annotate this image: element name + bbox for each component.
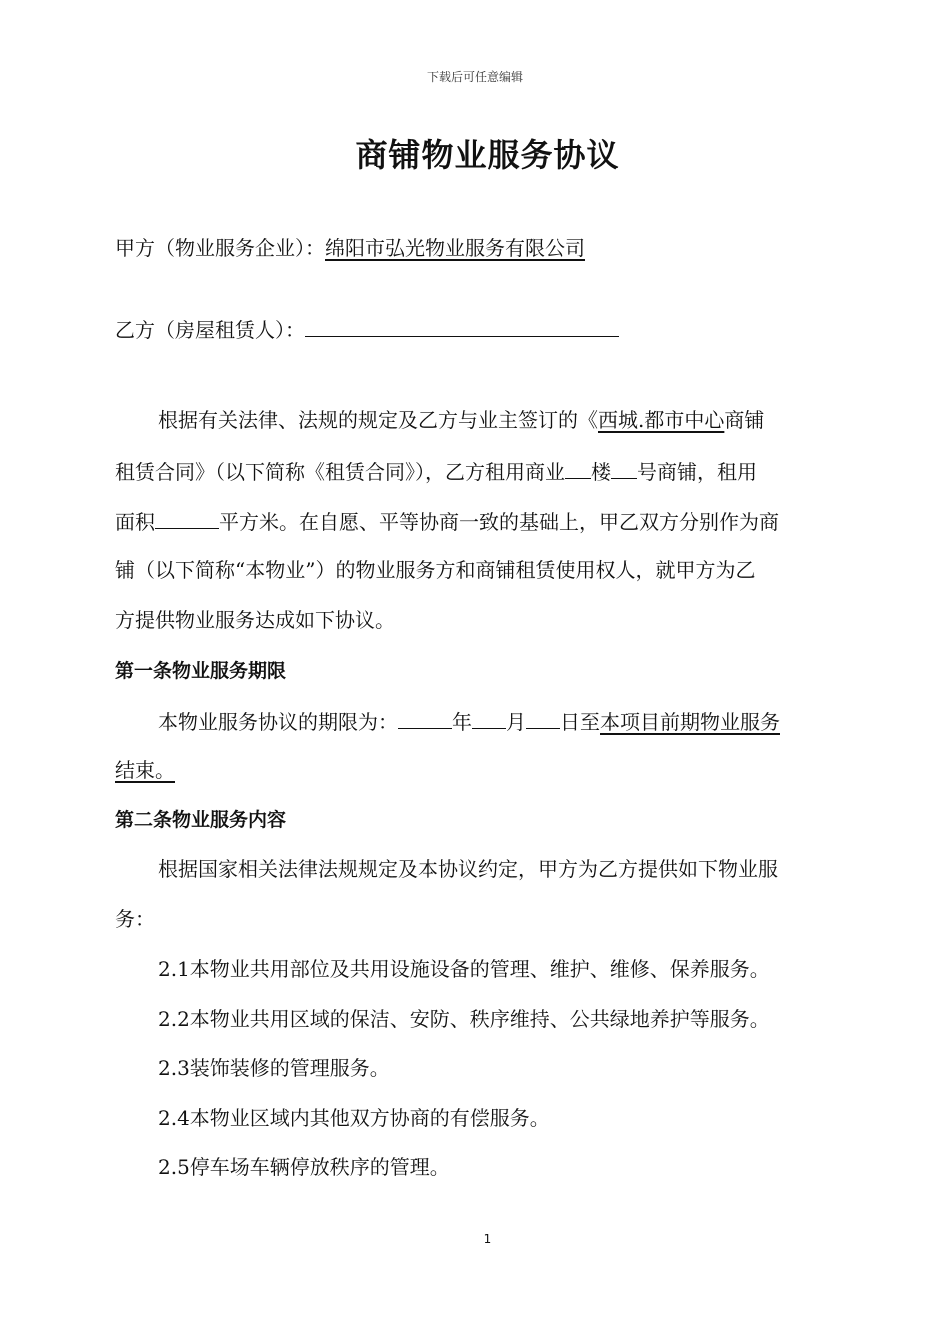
intro-text: 商铺 (724, 408, 765, 432)
article-1-line-1 (158, 706, 780, 736)
day-label: 日至 (560, 710, 600, 734)
article-1-heading: 第一条物业服务期限 (115, 660, 287, 682)
term-end-text: 结束。 (115, 758, 175, 782)
year-label: 年 (452, 710, 472, 734)
service-item: 2.2本物业共用区域的保洁、安防、秩序维持、公共绿地养护等服务。 (158, 1007, 770, 1031)
day-blank (526, 706, 560, 729)
intro-line-3 (115, 506, 779, 536)
term-end-text: 本项目前期物业服务 (600, 710, 780, 734)
intro-text: 根据有关法律、法规的规定及乙方与业主签订的《 (158, 408, 598, 432)
intro-line-1 (158, 406, 764, 434)
header-note: 下载后可任意编辑 (426, 70, 523, 84)
party-b-label: 乙方（房屋租赁人）： (115, 318, 305, 342)
service-item: 2.5停车场车辆停放秩序的管理。 (158, 1155, 450, 1179)
service-item: 2.3装饰装修的管理服务。 (158, 1056, 390, 1080)
article-2-heading: 第二条物业服务内容 (115, 809, 287, 831)
party-b-blank (305, 314, 619, 337)
intro-text: 租赁合同》（以下简称《租赁合同》），乙方租用商业 (115, 460, 565, 484)
party-b-line (115, 314, 619, 344)
article-1-text: 本物业服务协议的期限为： (158, 710, 398, 734)
year-blank (398, 706, 452, 729)
intro-line-5: 方提供物业服务达成如下协议。 (115, 608, 395, 632)
article-1-line-2 (115, 756, 175, 784)
party-a-line (115, 234, 585, 262)
building-blank (565, 456, 591, 479)
service-item: 2.1本物业共用部位及共用设施设备的管理、维护、维修、保养服务。 (158, 957, 770, 981)
intro-line-2 (115, 456, 757, 486)
project-name: 西城.都市中心 (598, 408, 725, 432)
service-item: 2.4本物业区域内其他双方协商的有偿服务。 (158, 1106, 550, 1130)
page-number: 1 (483, 1232, 492, 1246)
party-a-label: 甲方（物业服务企业）： (115, 236, 325, 260)
intro-text: 平方米。在自愿、平等协商一致的基础上，甲乙双方分别作为商 (219, 510, 779, 534)
article-2-line-2: 务： (115, 907, 155, 931)
intro-text: 面积 (115, 510, 155, 534)
month-blank (472, 706, 506, 729)
month-label: 月 (506, 710, 526, 734)
intro-line-4: 铺（以下简称“本物业”）的物业服务方和商铺租赁使用权人，就甲方为乙 (115, 558, 756, 582)
intro-text: 楼 (591, 460, 611, 484)
intro-text: 号商铺，租用 (637, 460, 757, 484)
shop-number-blank (611, 456, 637, 479)
article-2-line-1: 根据国家相关法律法规规定及本协议约定，甲方为乙方提供如下物业服 (158, 857, 778, 881)
party-a-value: 绵阳市弘光物业服务有限公司 (325, 236, 585, 260)
area-blank (155, 506, 219, 529)
document-title: 商铺物业服务协议 (355, 136, 620, 174)
